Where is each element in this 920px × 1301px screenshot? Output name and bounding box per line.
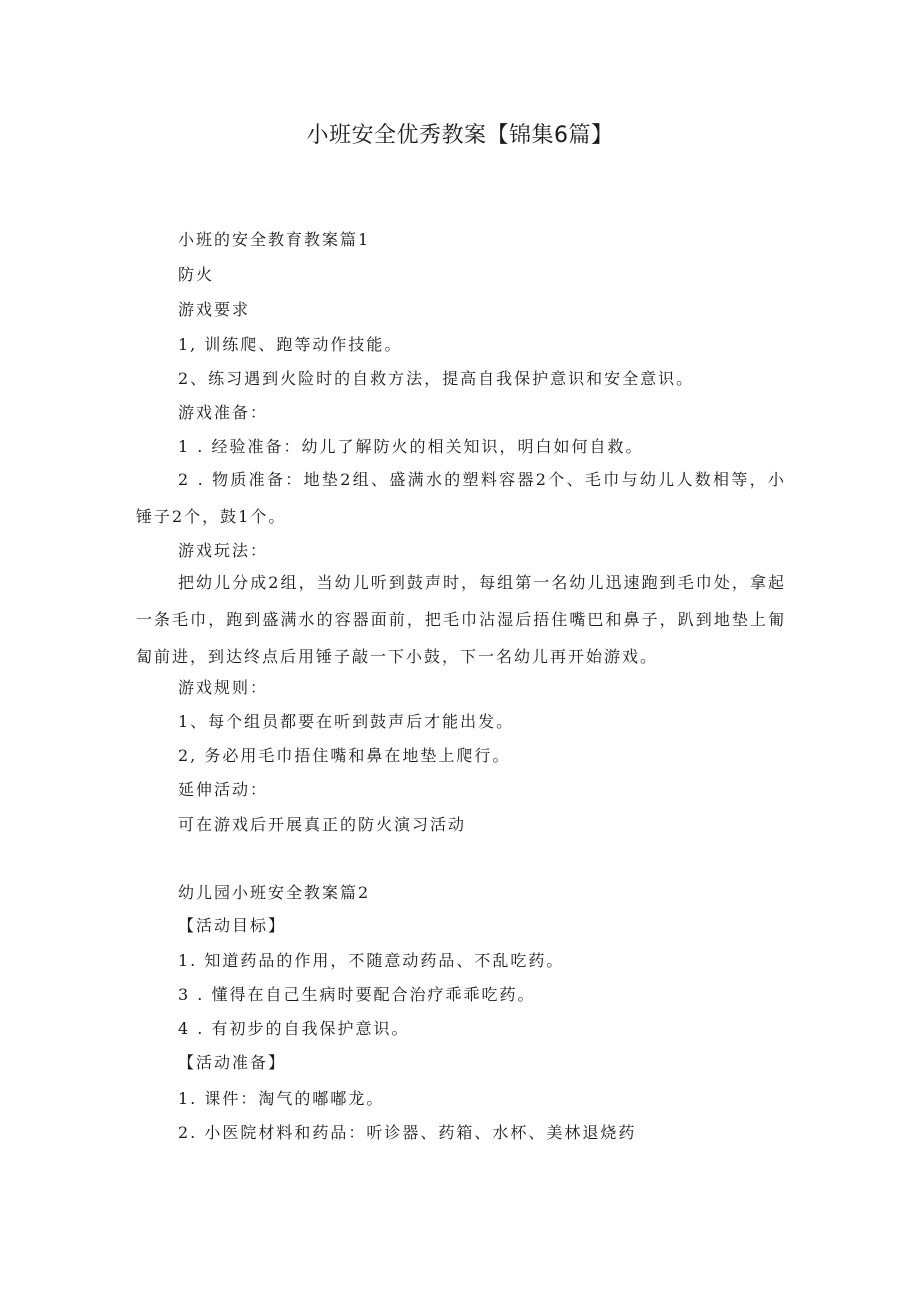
preparation-item: 2 . 物质准备：地垫2组、盛满水的塑料容器2个、毛巾与幼儿人数相等，小锤子2个，鼓1个。 bbox=[136, 470, 786, 526]
activity-goals-label: 【活动目标】 bbox=[178, 916, 287, 935]
gameplay-label: 游戏玩法： bbox=[178, 541, 269, 560]
requirement-item: 1, 训练爬、跑等动作技能。 bbox=[178, 335, 403, 354]
requirement-item: 2、练习遇到火险时的自救方法，提高自我保护意识和安全意识。 bbox=[178, 369, 695, 388]
goal-item: 4 . 有初步的自我保护意识。 bbox=[178, 1019, 410, 1038]
section1-topic: 防火 bbox=[178, 265, 215, 284]
preparation-item: 1 . 经验准备：幼儿了解防火的相关知识，明白如何自救。 bbox=[178, 437, 644, 456]
goal-item: 1. 知道药品的作用，不随意动药品、不乱吃药。 bbox=[178, 951, 565, 970]
game-requirements-label: 游戏要求 bbox=[178, 300, 251, 319]
game-preparation-label: 游戏准备： bbox=[178, 403, 269, 422]
activity-preparation-label: 【活动准备】 bbox=[178, 1053, 287, 1072]
document-title: 小班安全优秀教案【锦集6篇】 bbox=[306, 123, 614, 148]
activity-preparation-item: 2. 小医院材料和药品：听诊器、药箱、水杯、美林退烧药 bbox=[178, 1123, 637, 1142]
section2-heading: 幼儿园小班安全教案篇2 bbox=[178, 883, 371, 902]
goal-item: 3 . 懂得在自己生病时要配合治疗乖乖吃药。 bbox=[178, 985, 536, 1004]
extension-text: 可在游戏后开展真正的防火演习活动 bbox=[178, 815, 467, 834]
gameplay-paragraph: 把幼儿分成2组，当幼儿听到鼓声时，每组第一名幼儿迅速跑到毛巾处，拿起一条毛巾，跑到盛满水的容器面前，把毛巾沾湿后捂住嘴巴和鼻子，趴到地垫上匍匐前进，到达终点后用锤子敲一下小鼓，下一名幼儿再开始游戏。 bbox=[136, 573, 786, 666]
activity-preparation-item: 1. 课件：淘气的嘟嘟龙。 bbox=[178, 1089, 385, 1108]
game-rules-label: 游戏规则： bbox=[178, 678, 269, 697]
rule-item: 2, 务必用毛巾捂住嘴和鼻在地垫上爬行。 bbox=[178, 746, 511, 765]
extension-label: 延伸活动： bbox=[178, 780, 269, 799]
section1-heading: 小班的安全教育教案篇1 bbox=[178, 230, 371, 249]
rule-item: 1、每个组员都要在听到鼓声后才能出发。 bbox=[178, 712, 515, 731]
